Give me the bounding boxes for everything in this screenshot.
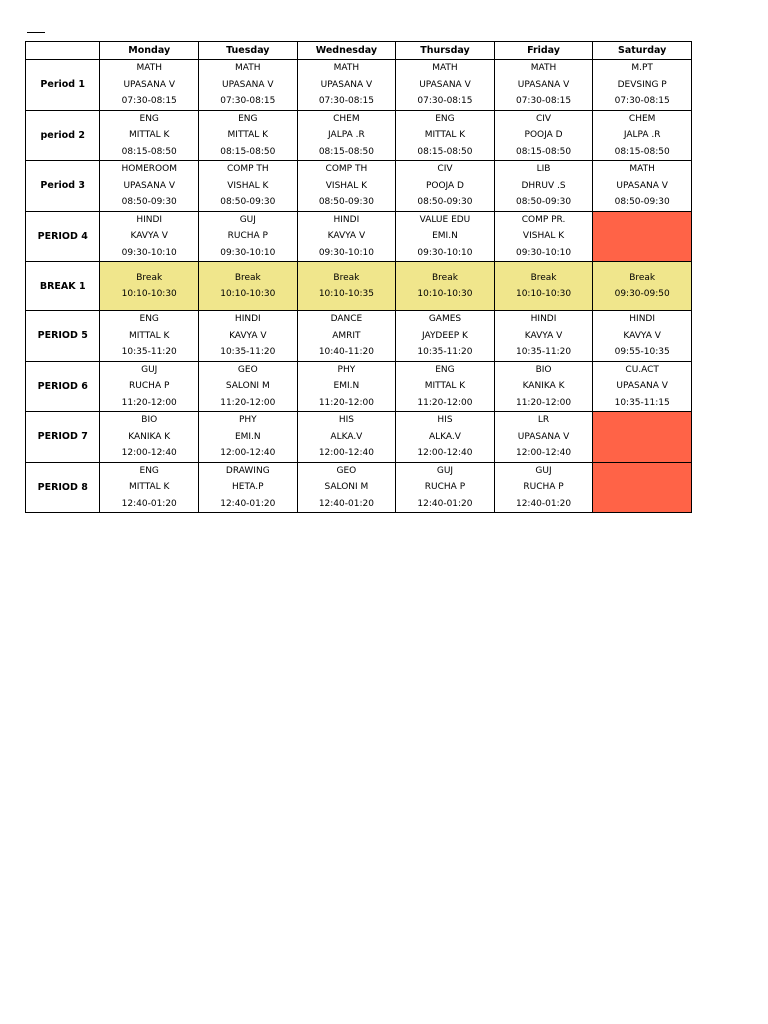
time-slot: 10:35-11:15: [614, 397, 670, 408]
time-slot: 09:30-09:50: [614, 289, 670, 299]
teacher-name: EMI.N: [234, 431, 261, 442]
period-row: [26, 462, 692, 513]
class-cell-tuesday: [199, 462, 298, 513]
class-cell-tuesday: [199, 161, 298, 212]
time-slot: 12:00-12:40: [318, 448, 374, 458]
class-cell-tuesday: [199, 211, 298, 262]
period-label: PERIOD 4: [26, 211, 100, 262]
time-slot: 12:40-01:20: [515, 498, 572, 509]
subject-name: CIV: [437, 164, 453, 174]
teacher-name: ALKA.V: [330, 431, 363, 442]
teacher-name: POOJA D: [524, 130, 563, 140]
subject-name: HINDI: [530, 314, 557, 324]
subject-name: ENG: [238, 113, 258, 124]
teacher-name: KAVYA V: [130, 231, 168, 241]
class-cell-tuesday: [199, 361, 298, 412]
subject-name: PHY: [337, 364, 356, 375]
class-cell-thursday: [396, 311, 495, 362]
subject-name: CHEM: [628, 113, 656, 124]
teacher-name: KAVYA V: [524, 330, 563, 341]
class-cell-friday: [494, 211, 593, 262]
subject-name: ENG: [139, 314, 159, 324]
class-cell-wednesday: [297, 110, 396, 161]
subject-name: ENG: [435, 364, 455, 375]
class-cell-friday: [494, 462, 593, 513]
class-cell-thursday: [396, 211, 495, 262]
teacher-name: RUCHA P: [523, 482, 564, 492]
subject-name: GUJ: [141, 364, 158, 375]
day-header-saturday: Saturday: [593, 42, 692, 60]
subject-name: M.PT: [631, 63, 653, 73]
subject-name: DANCE: [330, 314, 363, 324]
time-slot: 11:20-12:00: [220, 397, 276, 408]
top-rule-line: [27, 32, 45, 33]
class-cell-monday: [100, 211, 199, 262]
subject-name: HIS: [437, 415, 453, 425]
time-slot: 12:40-01:20: [318, 498, 374, 509]
teacher-name: MITTAL K: [128, 330, 170, 341]
subject-name: GUJ: [239, 214, 256, 225]
time-slot: 08:15-08:50: [417, 146, 473, 157]
class-cell-monday: [100, 311, 199, 362]
time-slot: 09:55-10:35: [614, 347, 670, 357]
timetable: [25, 41, 692, 513]
class-cell-wednesday: [297, 361, 396, 412]
time-slot: 09:30-10:10: [121, 247, 177, 258]
subject-name: MATH: [530, 63, 557, 73]
teacher-name: VISHAL K: [227, 180, 269, 191]
period-row: [26, 211, 692, 262]
subject-name: CHEM: [333, 113, 360, 124]
subject-name: BIO: [535, 364, 552, 375]
break-label: Break: [234, 272, 261, 283]
day-header-wednesday: Wednesday: [297, 42, 396, 60]
break-row: [26, 262, 692, 311]
teacher-name: KANIKA K: [522, 381, 565, 391]
time-slot: 10:10-10:30: [515, 289, 572, 299]
time-slot: 11:20-12:00: [121, 397, 177, 408]
break-cell-wednesday: [297, 262, 396, 311]
subject-name: GAMES: [428, 314, 462, 324]
time-slot: 12:40-01:20: [220, 498, 276, 509]
time-slot: 12:40-01:20: [121, 498, 177, 509]
break-label: Break: [431, 272, 458, 283]
teacher-name: MITTAL K: [227, 130, 269, 140]
teacher-name: VISHAL K: [522, 231, 565, 241]
teacher-name: UPASANA V: [517, 431, 570, 442]
timetable-body: [26, 60, 692, 513]
class-cell-monday: [100, 161, 199, 212]
teacher-name: POOJA D: [425, 180, 464, 191]
class-cell-thursday: [396, 60, 495, 111]
subject-name: PHY: [238, 415, 257, 425]
subject-name: DRAWING: [225, 465, 270, 476]
class-cell-saturday: [593, 311, 692, 362]
time-slot: 08:15-08:50: [614, 146, 670, 157]
period-label: Period 1: [26, 60, 100, 111]
time-slot: 08:50-09:30: [417, 197, 473, 207]
subject-name: HINDI: [333, 214, 360, 225]
class-cell-wednesday: [297, 211, 396, 262]
class-cell-wednesday: [297, 462, 396, 513]
subject-name: CIV: [535, 113, 552, 124]
teacher-name: UPASANA V: [123, 180, 175, 191]
break-cell-tuesday: [199, 262, 298, 311]
break-label: Break: [136, 272, 163, 283]
period-label: Period 3: [26, 161, 100, 212]
teacher-name: JALPA .R: [328, 130, 365, 140]
class-cell-wednesday: [297, 412, 396, 463]
break-cell-monday: [100, 262, 199, 311]
time-slot: 08:50-09:30: [121, 197, 177, 207]
subject-name: BIO: [141, 415, 158, 425]
subject-name: COMP PR.: [521, 214, 566, 225]
time-slot: 07:30-08:15: [515, 96, 572, 106]
time-slot: 10:35-11:20: [220, 347, 276, 357]
time-slot: 08:50-09:30: [220, 197, 276, 207]
class-cell-monday: [100, 462, 199, 513]
class-cell-wednesday: [297, 60, 396, 111]
subject-name: GEO: [237, 364, 258, 375]
teacher-name: SALONI M: [225, 381, 270, 391]
time-slot: 12:00-12:40: [220, 448, 276, 458]
period-row: [26, 412, 692, 463]
time-slot: 10:40-11:20: [318, 347, 374, 357]
day-header-row: [26, 42, 692, 60]
subject-name: MATH: [629, 164, 655, 174]
class-cell-tuesday: [199, 311, 298, 362]
period-row: [26, 60, 692, 111]
class-cell-friday: [494, 161, 593, 212]
period-label: PERIOD 5: [26, 311, 100, 362]
period-label: BREAK 1: [26, 262, 100, 311]
teacher-name: SALONI M: [324, 482, 369, 492]
time-slot: 08:50-09:30: [515, 197, 572, 207]
empty-slot-saturday: [593, 211, 692, 262]
time-slot: 10:10-10:30: [121, 289, 177, 299]
time-slot: 12:00-12:40: [515, 448, 572, 458]
subject-name: HINDI: [234, 314, 261, 324]
class-cell-thursday: [396, 361, 495, 412]
time-slot: 09:30-10:10: [417, 247, 473, 258]
subject-name: LR: [537, 415, 550, 425]
teacher-name: KAVYA V: [623, 330, 661, 341]
subject-name: LIB: [536, 164, 551, 174]
break-label: Break: [333, 272, 360, 283]
period-label: PERIOD 7: [26, 412, 100, 463]
teacher-name: MITTAL K: [128, 482, 170, 492]
break-cell-thursday: [396, 262, 495, 311]
day-header-friday: Friday: [494, 42, 593, 60]
period-row: [26, 161, 692, 212]
time-slot: 10:10-10:35: [318, 289, 374, 299]
time-slot: 08:15-08:50: [121, 146, 177, 157]
time-slot: 09:30-10:10: [220, 247, 276, 258]
time-slot: 08:15-08:50: [318, 146, 374, 157]
subject-name: GEO: [336, 465, 357, 476]
class-cell-monday: [100, 110, 199, 161]
teacher-name: UPASANA V: [517, 79, 570, 90]
period-label: period 2: [26, 110, 100, 161]
subject-name: GUJ: [535, 465, 552, 476]
teacher-name: RUCHA P: [227, 231, 268, 241]
break-cell-friday: [494, 262, 593, 311]
teacher-name: AMRIT: [332, 330, 361, 341]
time-slot: 07:30-08:15: [220, 96, 276, 106]
time-slot: 11:20-12:00: [515, 397, 572, 408]
subject-name: MATH: [136, 63, 162, 73]
class-cell-thursday: [396, 110, 495, 161]
teacher-name: UPASANA V: [616, 180, 668, 191]
class-cell-wednesday: [297, 161, 396, 212]
teacher-name: VISHAL K: [325, 180, 367, 191]
class-cell-thursday: [396, 161, 495, 212]
time-slot: 07:30-08:15: [318, 96, 374, 106]
teacher-name: DEVSING P: [617, 79, 667, 90]
subject-name: VALUE EDU: [419, 214, 471, 225]
time-slot: 12:40-01:20: [417, 498, 473, 509]
day-header-tuesday: Tuesday: [199, 42, 298, 60]
subject-name: HIS: [338, 415, 354, 425]
subject-name: MATH: [235, 63, 261, 73]
time-slot: 07:30-08:15: [614, 96, 670, 106]
subject-name: MATH: [432, 63, 458, 73]
period-label: PERIOD 6: [26, 361, 100, 412]
subject-name: GUJ: [436, 465, 454, 476]
subject-name: ENG: [139, 113, 159, 124]
time-slot: 12:00-12:40: [121, 448, 177, 458]
class-cell-friday: [494, 361, 593, 412]
class-cell-monday: [100, 412, 199, 463]
teacher-name: UPASANA V: [320, 79, 373, 90]
subject-name: CU.ACT: [625, 364, 659, 375]
teacher-name: MITTAL K: [128, 130, 170, 140]
subject-name: HOMEROOM: [121, 164, 177, 174]
time-slot: 08:15-08:50: [515, 146, 572, 157]
period-label: PERIOD 8: [26, 462, 100, 513]
teacher-name: ALKA.V: [428, 431, 461, 442]
teacher-name: KAVYA V: [229, 330, 267, 341]
teacher-name: EMI.N: [333, 381, 360, 391]
class-cell-friday: [494, 110, 593, 161]
class-cell-tuesday: [199, 110, 298, 161]
time-slot: 10:35-11:20: [121, 347, 177, 357]
class-cell-wednesday: [297, 311, 396, 362]
class-cell-tuesday: [199, 412, 298, 463]
teacher-name: RUCHA P: [424, 482, 466, 492]
teacher-name: JAYDEEP K: [421, 330, 468, 341]
time-slot: 10:35-11:20: [417, 347, 473, 357]
day-header-thursday: Thursday: [396, 42, 495, 60]
teacher-name: DHRUV .S: [521, 180, 566, 191]
subject-name: MATH: [333, 63, 360, 73]
teacher-name: EMI.N: [432, 231, 458, 241]
teacher-name: UPASANA V: [616, 381, 668, 391]
time-slot: 11:20-12:00: [417, 397, 473, 408]
teacher-name: KAVYA V: [327, 231, 366, 241]
time-slot: 08:50-09:30: [614, 197, 670, 207]
teacher-name: RUCHA P: [129, 381, 170, 391]
time-slot: 09:30-10:10: [515, 247, 572, 258]
class-cell-saturday: [593, 110, 692, 161]
time-slot: 07:30-08:15: [417, 96, 473, 106]
empty-slot-saturday: [593, 412, 692, 463]
subject-name: ENG: [435, 113, 455, 124]
class-cell-saturday: [593, 161, 692, 212]
subject-name: COMP TH: [325, 164, 368, 174]
teacher-name: UPASANA V: [123, 79, 175, 90]
class-cell-friday: [494, 412, 593, 463]
teacher-name: UPASANA V: [419, 79, 471, 90]
teacher-name: HETA.P: [232, 482, 264, 492]
subject-name: ENG: [139, 465, 159, 476]
day-header-monday: Monday: [100, 42, 199, 60]
class-cell-thursday: [396, 462, 495, 513]
teacher-name: KANIKA K: [128, 431, 171, 442]
teacher-name: JALPA .R: [623, 130, 661, 140]
break-label: Break: [530, 272, 557, 283]
teacher-name: UPASANA V: [222, 79, 274, 90]
class-cell-thursday: [396, 412, 495, 463]
time-slot: 10:10-10:30: [220, 289, 276, 299]
subject-name: COMP TH: [226, 164, 269, 174]
time-slot: 09:30-10:10: [318, 247, 374, 258]
time-slot: 11:20-12:00: [318, 397, 374, 408]
break-cell-saturday: [593, 262, 692, 311]
class-cell-tuesday: [199, 60, 298, 111]
class-cell-friday: [494, 311, 593, 362]
time-slot: 07:30-08:15: [121, 96, 177, 106]
teacher-name: MITTAL K: [424, 130, 466, 140]
time-slot: 08:15-08:50: [220, 146, 276, 157]
time-slot: 12:00-12:40: [417, 448, 473, 458]
teacher-name: MITTAL K: [424, 381, 466, 391]
period-row: [26, 110, 692, 161]
time-slot: 10:10-10:30: [417, 289, 473, 299]
class-cell-monday: [100, 60, 199, 111]
empty-slot-saturday: [593, 462, 692, 513]
period-row: [26, 311, 692, 362]
class-cell-friday: [494, 60, 593, 111]
break-label: Break: [629, 272, 656, 283]
corner-cell: [26, 42, 100, 60]
class-cell-monday: [100, 361, 199, 412]
time-slot: 08:50-09:30: [318, 197, 374, 207]
class-cell-saturday: [593, 361, 692, 412]
period-row: [26, 361, 692, 412]
subject-name: HINDI: [136, 214, 163, 225]
time-slot: 10:35-11:20: [515, 347, 572, 357]
subject-name: HINDI: [629, 314, 656, 324]
class-cell-saturday: [593, 60, 692, 111]
